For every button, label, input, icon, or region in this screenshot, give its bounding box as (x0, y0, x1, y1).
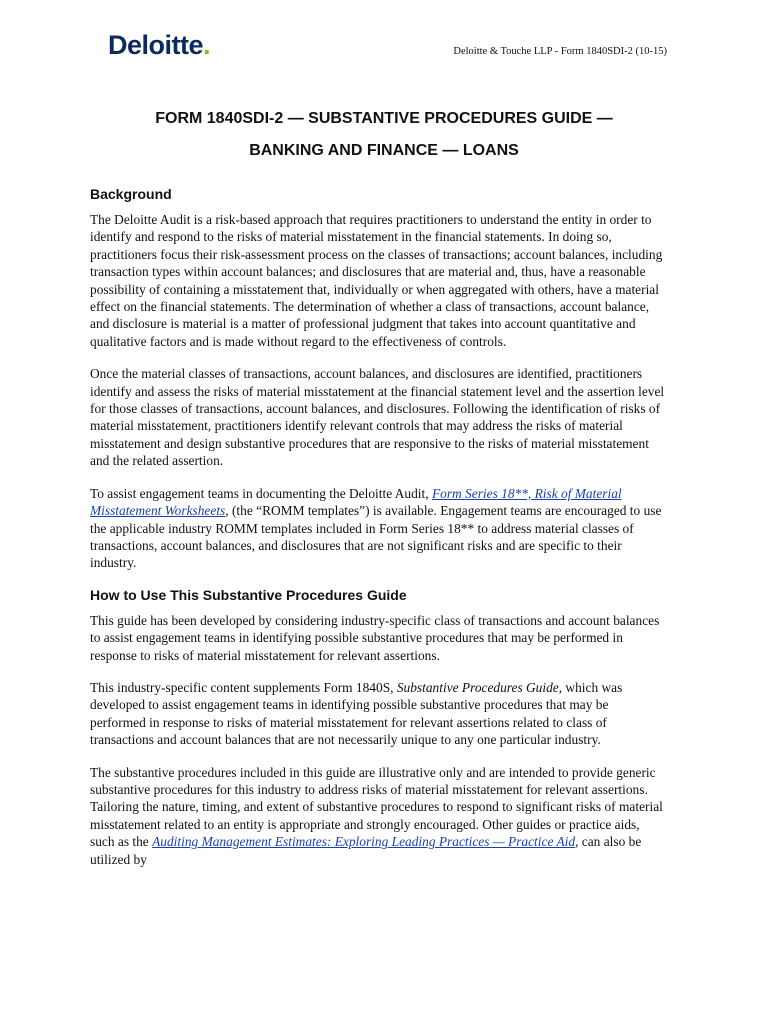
how-to-use-paragraph-2 (90, 679, 666, 749)
document-body (90, 186, 666, 883)
paragraph-text: , can also be utilized by (90, 834, 642, 867)
background-paragraph-1: The Deloitte Audit is a risk-based approach that requires practitioners to understand the entity in order to identify and respond to the risks of material misstatement in the financial statements. In doing so, practitioners focus their risk-assessment process on the classes of transactions; account balances, including transaction types within account balances; and disclosures that are material and, thus, have a reasonable possibility of containing a misstatement that, individually or when aggregated with others, have a material effect on the financial statements. The determination of whether a class of transactions, account balance, and disclosure is material is a matter of professional judgment that takes into account quantitative and qualitative factors and is made without regard to the effectiveness of controls. (90, 212, 663, 349)
how-to-use-paragraph-3 (90, 764, 666, 868)
document-title-line1: FORM 1840SDI-2 — SUBSTANTIVE PROCEDURES GUIDE — (155, 110, 613, 127)
background-paragraph-3 (90, 485, 666, 572)
background-heading: Background (90, 186, 172, 202)
guide-title: Substantive Procedures Guide (396, 679, 559, 695)
how-to-use-paragraph-1: This guide has been developed by considering industry-specific class of transactions and account balances to assist engagement teams in identifying possible substantive procedures that may be performed in response to risks of material misstatement for relevant assertions. (90, 612, 660, 663)
practice-aid-link[interactable]: Auditing Management Estimates: Exploring Leading Practices — Practice Aid (152, 834, 576, 850)
paragraph-text: This industry-specific content supplements Form 1840S, (90, 679, 397, 695)
how-to-use-heading: How to Use This Substantive Procedures Guide (90, 586, 407, 603)
romm-worksheets-link[interactable]: Form Series 18**, Risk of Material Misstatement Worksheets (90, 485, 622, 519)
deloitte-logo (108, 30, 210, 61)
logo-dot: . (203, 30, 211, 60)
document-title-line2: BANKING AND FINANCE — LOANS (249, 142, 519, 159)
paragraph-text: To assist engagement teams in documenting the Deloitte Audit, (90, 485, 432, 501)
form-reference: Deloitte & Touche LLP - Form 1840SDI-2 (10-15) (453, 46, 667, 57)
paragraph-text: The substantive procedures included in this guide are illustrative only and are intended to provide generic substantive procedures for this industry to address risks of material misstatement for relevant assertions. Tailoring the nature, timing, and extent of substantive procedures to respond to significant risks of material misstatement related to an entity is appropriate and strongly encouraged. Other guides or practice aids, such as the (90, 764, 663, 850)
paragraph-text: , (the “ROMM templates”) is available. Engagement teams are encouraged to use the applicable industry ROMM templates included in Form Series 18** to address material classes of transactions, account balances, and disclosures that are not significant risks and are specific to their industry. (90, 503, 662, 571)
paragraph-text: , which was developed to assist engagement teams in identifying possible substantive procedures that may be performed in response to risks of material misstatement for relevant assertions related to class of transactions and account balances that are not necessarily unique to any one particular industry. (90, 679, 623, 748)
background-paragraph-2: Once the material classes of transactions, account balances, and disclosures are identified, practitioners identify and assess the risks of material misstatement at the financial statement level and the assertion level for those classes of transactions, account balances, and disclosures. Following the identification of risks of material misstatement, practitioners identify relevant controls that may address the risks of material misstatement and design substantive procedures that are responsive to the risks of material misstatement and the related assertion. (90, 366, 665, 469)
logo-text: Deloitte (108, 30, 204, 60)
